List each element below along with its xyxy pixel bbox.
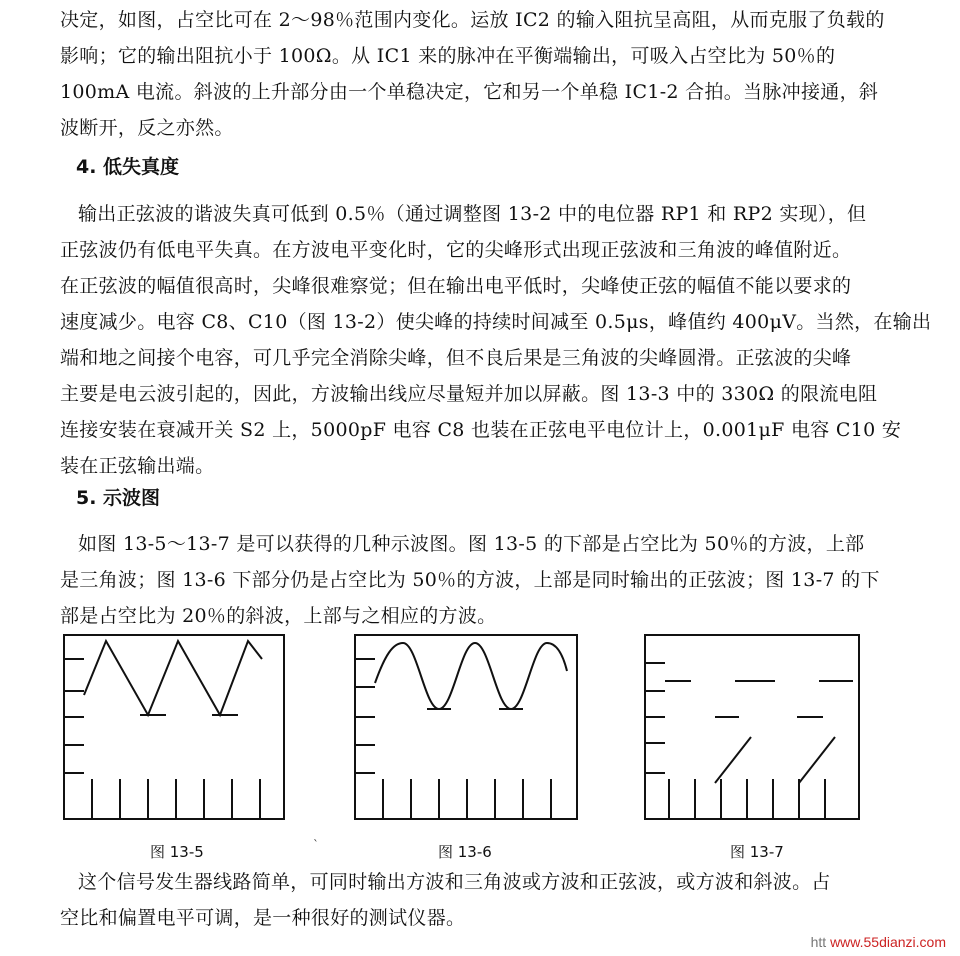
sine-wave xyxy=(375,643,567,709)
ramp-wave-segment xyxy=(715,737,751,783)
text-line: 主要是电云波引起的，因此，方波输出线应尽量短并加以屏蔽。图 13-3 中的 330Ω 的限流电阻 xyxy=(60,383,878,405)
text-line: 影响；它的输出阻抗小于 100Ω。从 IC1 来的脉冲在平衡端输出，可吸入占空比为 50％的 xyxy=(60,45,836,67)
text-line: 正弦波仍有低电平失真。在方波电平变化时，它的尖峰形式出现正弦波和三角波的峰值附近。 xyxy=(60,239,852,261)
section-heading-oscillograms: 5. 示波图 xyxy=(76,487,161,509)
paragraph-oscillograms xyxy=(60,526,906,634)
watermark-site: www.55dianzi.com xyxy=(830,934,946,950)
text-line: 100mA 电流。斜波的上升部分由一个单稳决定，它和另一个单稳 IC1-2 合拍。当脉冲接通，斜 xyxy=(60,81,879,103)
paragraph-conclusion xyxy=(60,864,906,936)
text-line: 决定，如图，占空比可在 2～98％范围内变化。运放 IC2 的输入阻抗呈高阻，从而克服了负载的 xyxy=(60,9,885,31)
figure-caption: 图 13-7 xyxy=(730,843,784,861)
figure-caption: 图 13-6 xyxy=(438,843,492,861)
site-watermark xyxy=(811,934,946,950)
text-line: 输出正弦波的谐波失真可低到 0.5％（通过调整图 13-2 中的电位器 RP1 和 RP2 实现），但 xyxy=(78,203,867,225)
paragraph-low-distortion xyxy=(60,196,932,484)
stray-mark: ` xyxy=(313,838,319,852)
triangle-wave xyxy=(84,641,262,715)
text-line: 是三角波；图 13-6 下部分仍是占空比为 50％的方波，上部是同时输出的正弦波；图 13-7 的下 xyxy=(60,569,880,591)
text-line: 速度减少。电容 C8、C10（图 13-2）使尖峰的持续时间减至 0.5μs，峰值约 400μV。当然，在输出 xyxy=(60,311,932,333)
scope-frame xyxy=(645,635,859,819)
oscillogram-figure-13-5 xyxy=(62,633,288,825)
text-line: 端和地之间接个电容，可几乎完全消除尖峰，但不良后果是三角波的尖峰圆滑。正弦波的尖峰 xyxy=(60,347,852,369)
text-line: 如图 13-5～13-7 是可以获得的几种示波图。图 13-5 的下部是占空比为 50％的方波，上部 xyxy=(78,533,865,555)
paragraph-duty-cycle xyxy=(60,2,906,146)
ramp-wave-segment xyxy=(799,737,835,783)
text-line: 部是占空比为 20％的斜波，上部与之相应的方波。 xyxy=(60,605,497,627)
text-line: 空比和偏置电平可调，是一种很好的测试仪器。 xyxy=(60,907,466,929)
oscillogram-figure-13-7 xyxy=(643,633,863,825)
figure-caption: 图 13-5 xyxy=(150,843,204,861)
text-line: 这个信号发生器线路简单，可同时输出方波和三角波或方波和正弦波，或方波和斜波。占 xyxy=(78,871,831,893)
text-line: 在正弦波的幅值很高时，尖峰很难察觉；但在输出电平低时，尖峰使正弦的幅值不能以要求的 xyxy=(60,275,852,297)
text-line: 装在正弦输出端。 xyxy=(60,455,215,477)
watermark-prefix: htt xyxy=(810,934,827,950)
text-line: 波断开，反之亦然。 xyxy=(60,117,234,139)
text-line: 连接安装在衰减开关 S2 上，5000pF 电容 C8 也装在正弦电平电位计上，0.001μF 电容 C10 安 xyxy=(60,419,902,441)
oscillogram-figure-13-6 xyxy=(353,633,581,825)
section-heading-low-distortion: 4. 低失真度 xyxy=(76,156,180,178)
